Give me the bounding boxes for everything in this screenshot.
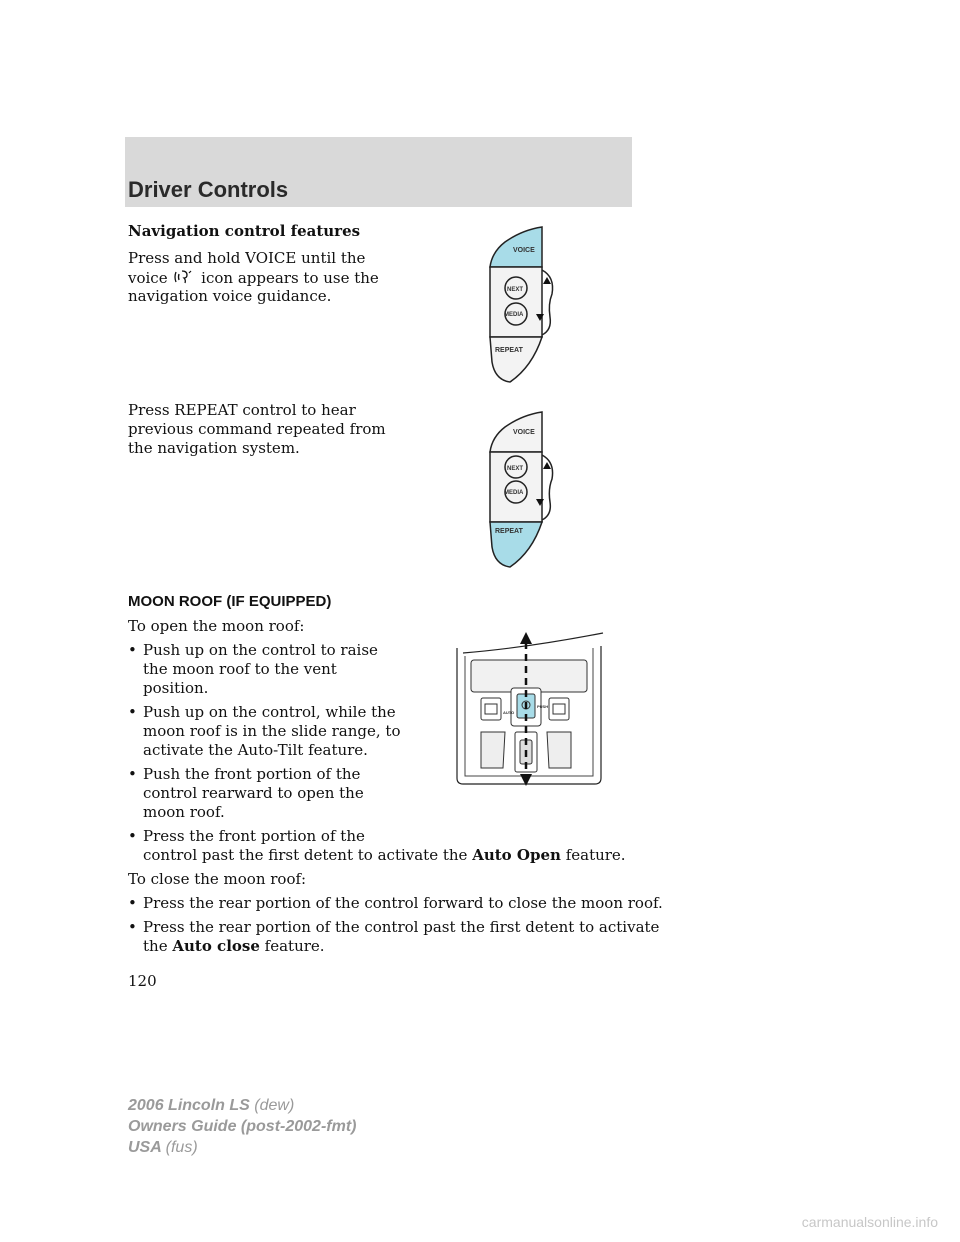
voice-label: VOICE xyxy=(513,247,535,254)
bullet: • xyxy=(128,703,137,721)
open-item-2-line-1: Push up on the control, while the xyxy=(143,703,396,721)
open-item-2-line-2: moon roof is in the slide range, to xyxy=(143,722,401,740)
open-item-2-line-3: activate the Auto-Tilt feature. xyxy=(143,741,368,759)
auto-open-line-1: Press the front portion of the xyxy=(143,827,365,845)
repeat-label: REPEAT xyxy=(495,347,523,354)
auto-close-term: Auto close xyxy=(172,937,260,955)
auto-label: AUTO xyxy=(503,710,515,715)
open-item-1-line-1: Push up on the control to raise xyxy=(143,641,378,659)
footer-line-2: Owners Guide (post-2002-fmt) xyxy=(128,1118,357,1135)
media-label: MEDIA xyxy=(504,490,524,496)
nav-repeat-text-2: previous command repeated from xyxy=(128,420,386,438)
steering-control-voice-diagram xyxy=(470,222,570,387)
bullet: • xyxy=(128,827,137,845)
steering-control-repeat-diagram xyxy=(470,407,570,572)
open-item-3-line-3: moon roof. xyxy=(143,803,225,821)
nav-voice-text-3: navigation voice guidance. xyxy=(128,287,332,305)
auto-open-term: Auto Open xyxy=(472,846,561,864)
bullet: • xyxy=(128,894,137,912)
voice-label: VOICE xyxy=(513,429,535,436)
open-item-3-line-1: Push the front portion of the xyxy=(143,765,361,783)
moonroof-open-intro: To open the moon roof: xyxy=(128,617,305,635)
push-label: PUSH xyxy=(537,704,549,709)
moonroof-console-diagram xyxy=(445,628,610,788)
nav-voice-text-1: Press and hold VOICE until the xyxy=(128,249,366,267)
bullet: • xyxy=(128,641,137,659)
voice-icon xyxy=(174,268,194,286)
open-item-1-line-2: the moon roof to the vent xyxy=(143,660,337,678)
page-number: 120 xyxy=(128,972,157,990)
repeat-label: REPEAT xyxy=(495,528,523,535)
close-item-2-line-1: Press the rear portion of the control past the first detent to activate xyxy=(143,918,660,936)
section-title: Driver Controls xyxy=(128,177,289,202)
close-item-2-line-2: the Auto close feature. xyxy=(143,937,325,955)
watermark: carmanualsonline.info xyxy=(801,1214,938,1230)
auto-open-line-2: control past the first detent to activate the Auto Open feature. xyxy=(143,846,626,864)
next-label: NEXT xyxy=(507,287,524,293)
bullet: • xyxy=(128,918,137,936)
moonroof-heading: MOON ROOF (IF EQUIPPED) xyxy=(128,593,332,610)
close-item-1: Press the rear portion of the control forward to close the moon roof. xyxy=(143,894,663,912)
nav-repeat-text-1: Press REPEAT control to hear xyxy=(128,401,356,419)
media-label: MEDIA xyxy=(504,312,524,318)
nav-voice-text-2: voice icon appears to use the xyxy=(128,269,379,287)
nav-heading: Navigation control features xyxy=(128,222,361,240)
moonroof-close-intro: To close the moon roof: xyxy=(128,870,307,888)
next-label: NEXT xyxy=(507,466,524,472)
open-item-1-line-3: position. xyxy=(143,679,209,697)
footer-line-1: 2006 Lincoln LS (dew) xyxy=(128,1097,295,1114)
footer-line-3: USA (fus) xyxy=(128,1139,198,1156)
open-item-3-line-2: control rearward to open the xyxy=(143,784,364,802)
bullet: • xyxy=(128,765,137,783)
nav-repeat-text-3: the navigation system. xyxy=(128,439,300,457)
